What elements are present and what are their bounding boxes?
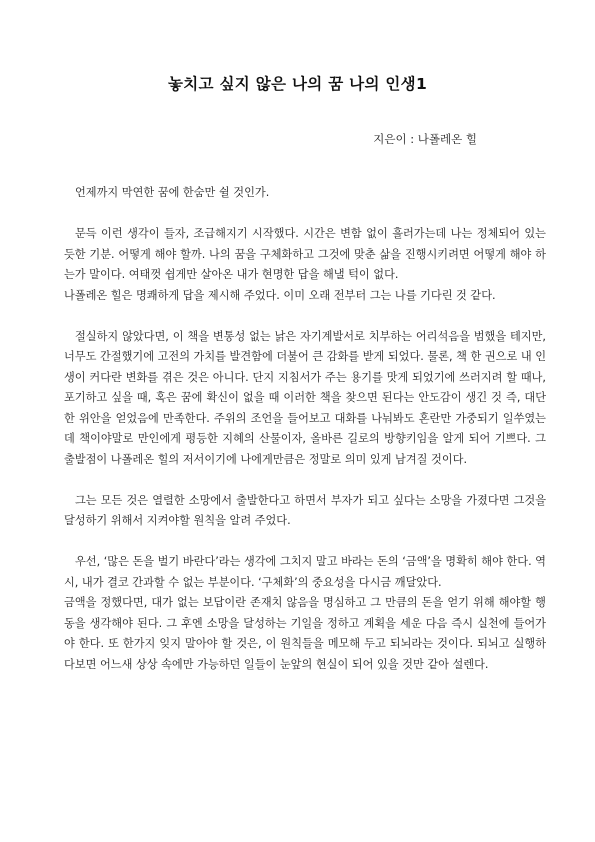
- document-title: 놓치고 싶지 않은 나의 꿈 나의 인생1: [167, 75, 428, 93]
- paragraph-7: 금액을 정했다면, 대가 없는 보답이란 존재치 않음을 명심하고 그 만큼의 돈을 얻기 위해 해야할 행동을 생각해야 된다. 그 후엔 소망을 달성하는 기일을 정하고 계획을 세운 다음 즉시 실천에 들어가야 한다. 또 한가지 잊지 말아야 할 것은, 이 원칙들을 메모해 두고 되뇌라는 것이다. 되뇌고 실행하다보면 어느새 상상 속에만 가능하던 일들이 눈앞의 현실이 되어 있을 것만 같아 설렌다.: [64, 596, 546, 671]
- paragraph-1: 언제까지 막연한 꿈에 한숨만 쉴 것인가.: [75, 186, 270, 199]
- paragraph-5: 그는 모든 것은 열렬한 소망에서 출발한다고 하면서 부자가 되고 싶다는 소망을 가졌다면 그것을 달성하기 위해서 지켜야할 원칙을 알려 주었다.: [64, 493, 546, 527]
- paragraph-gap: [64, 532, 546, 553]
- document-body: [64, 183, 546, 675]
- paragraph-4: 절실하지 않았다면, 이 책을 변통성 없는 낡은 자기계발서로 치부하는 어리석음을 범했을 테지만, 너무도 간절했기에 고전의 가치를 발견함에 더불어 큰 감화를 받게 되었다. 물론, 책 한 권으로 내 인생이 커다란 변화를 겪은 것은 아니다. 단지 지침서가 주는 용기를 맛게 되었기에 쓰러지려 할 때나, 포기하고 싶을 때, 혹은 꿈에 확신이 없을 때 이러한 책을 찾으면 된다는 안도감이 생긴 것 즉, 대단한 위안을 얻었음에 만족한다. 주위의 조언을 들어보고 대화를 나눠봐도 혼란만 가중되기 일쑤였는데 책이야말로 만인에게 평등한 지혜의 산물이자, 올바른 길로의 방향키임을 알게 되어 기쁘다. 그 출발점이 나폴레온 힐의 저서이기에 나에게만큼은 정말로 의미 있게 남겨질 것이다.: [64, 329, 546, 466]
- paragraph-gap: [64, 470, 546, 491]
- paragraph-3: 나폴레온 힐은 명쾌하게 답을 제시해 주었다. 이미 오래 전부터 그는 나를 기다린 것 같다.: [64, 288, 496, 302]
- paragraph-gap: [64, 204, 546, 225]
- author-line: 지은이 : 나폴레온 힐: [373, 132, 477, 146]
- paragraph-6: 우선, ‘많은 돈을 벌기 바란다’라는 생각에 그치지 말고 바라는 돈의 ‘금액’을 명확히 해야 한다. 역시, 내가 결코 간과할 수 없는 부분이다. ‘구체화’의 중요성을 다시금 깨달았다.: [64, 555, 546, 589]
- paragraph-2: 문득 이런 생각이 들자, 조급해지기 시작했다. 시간은 변함 없이 흘러가는데 나는 정체되어 있는 듯한 기분. 어떻게 해야 할까. 나의 꿈을 구체화하고 그것에 맞춘 삶을 진행시키려면 어떻게 해야 하는가 말이다. 여태껏 쉽게만 살아온 내가 현명한 답을 해낼 턱이 없다.: [64, 227, 546, 281]
- paragraph-gap: [64, 306, 546, 327]
